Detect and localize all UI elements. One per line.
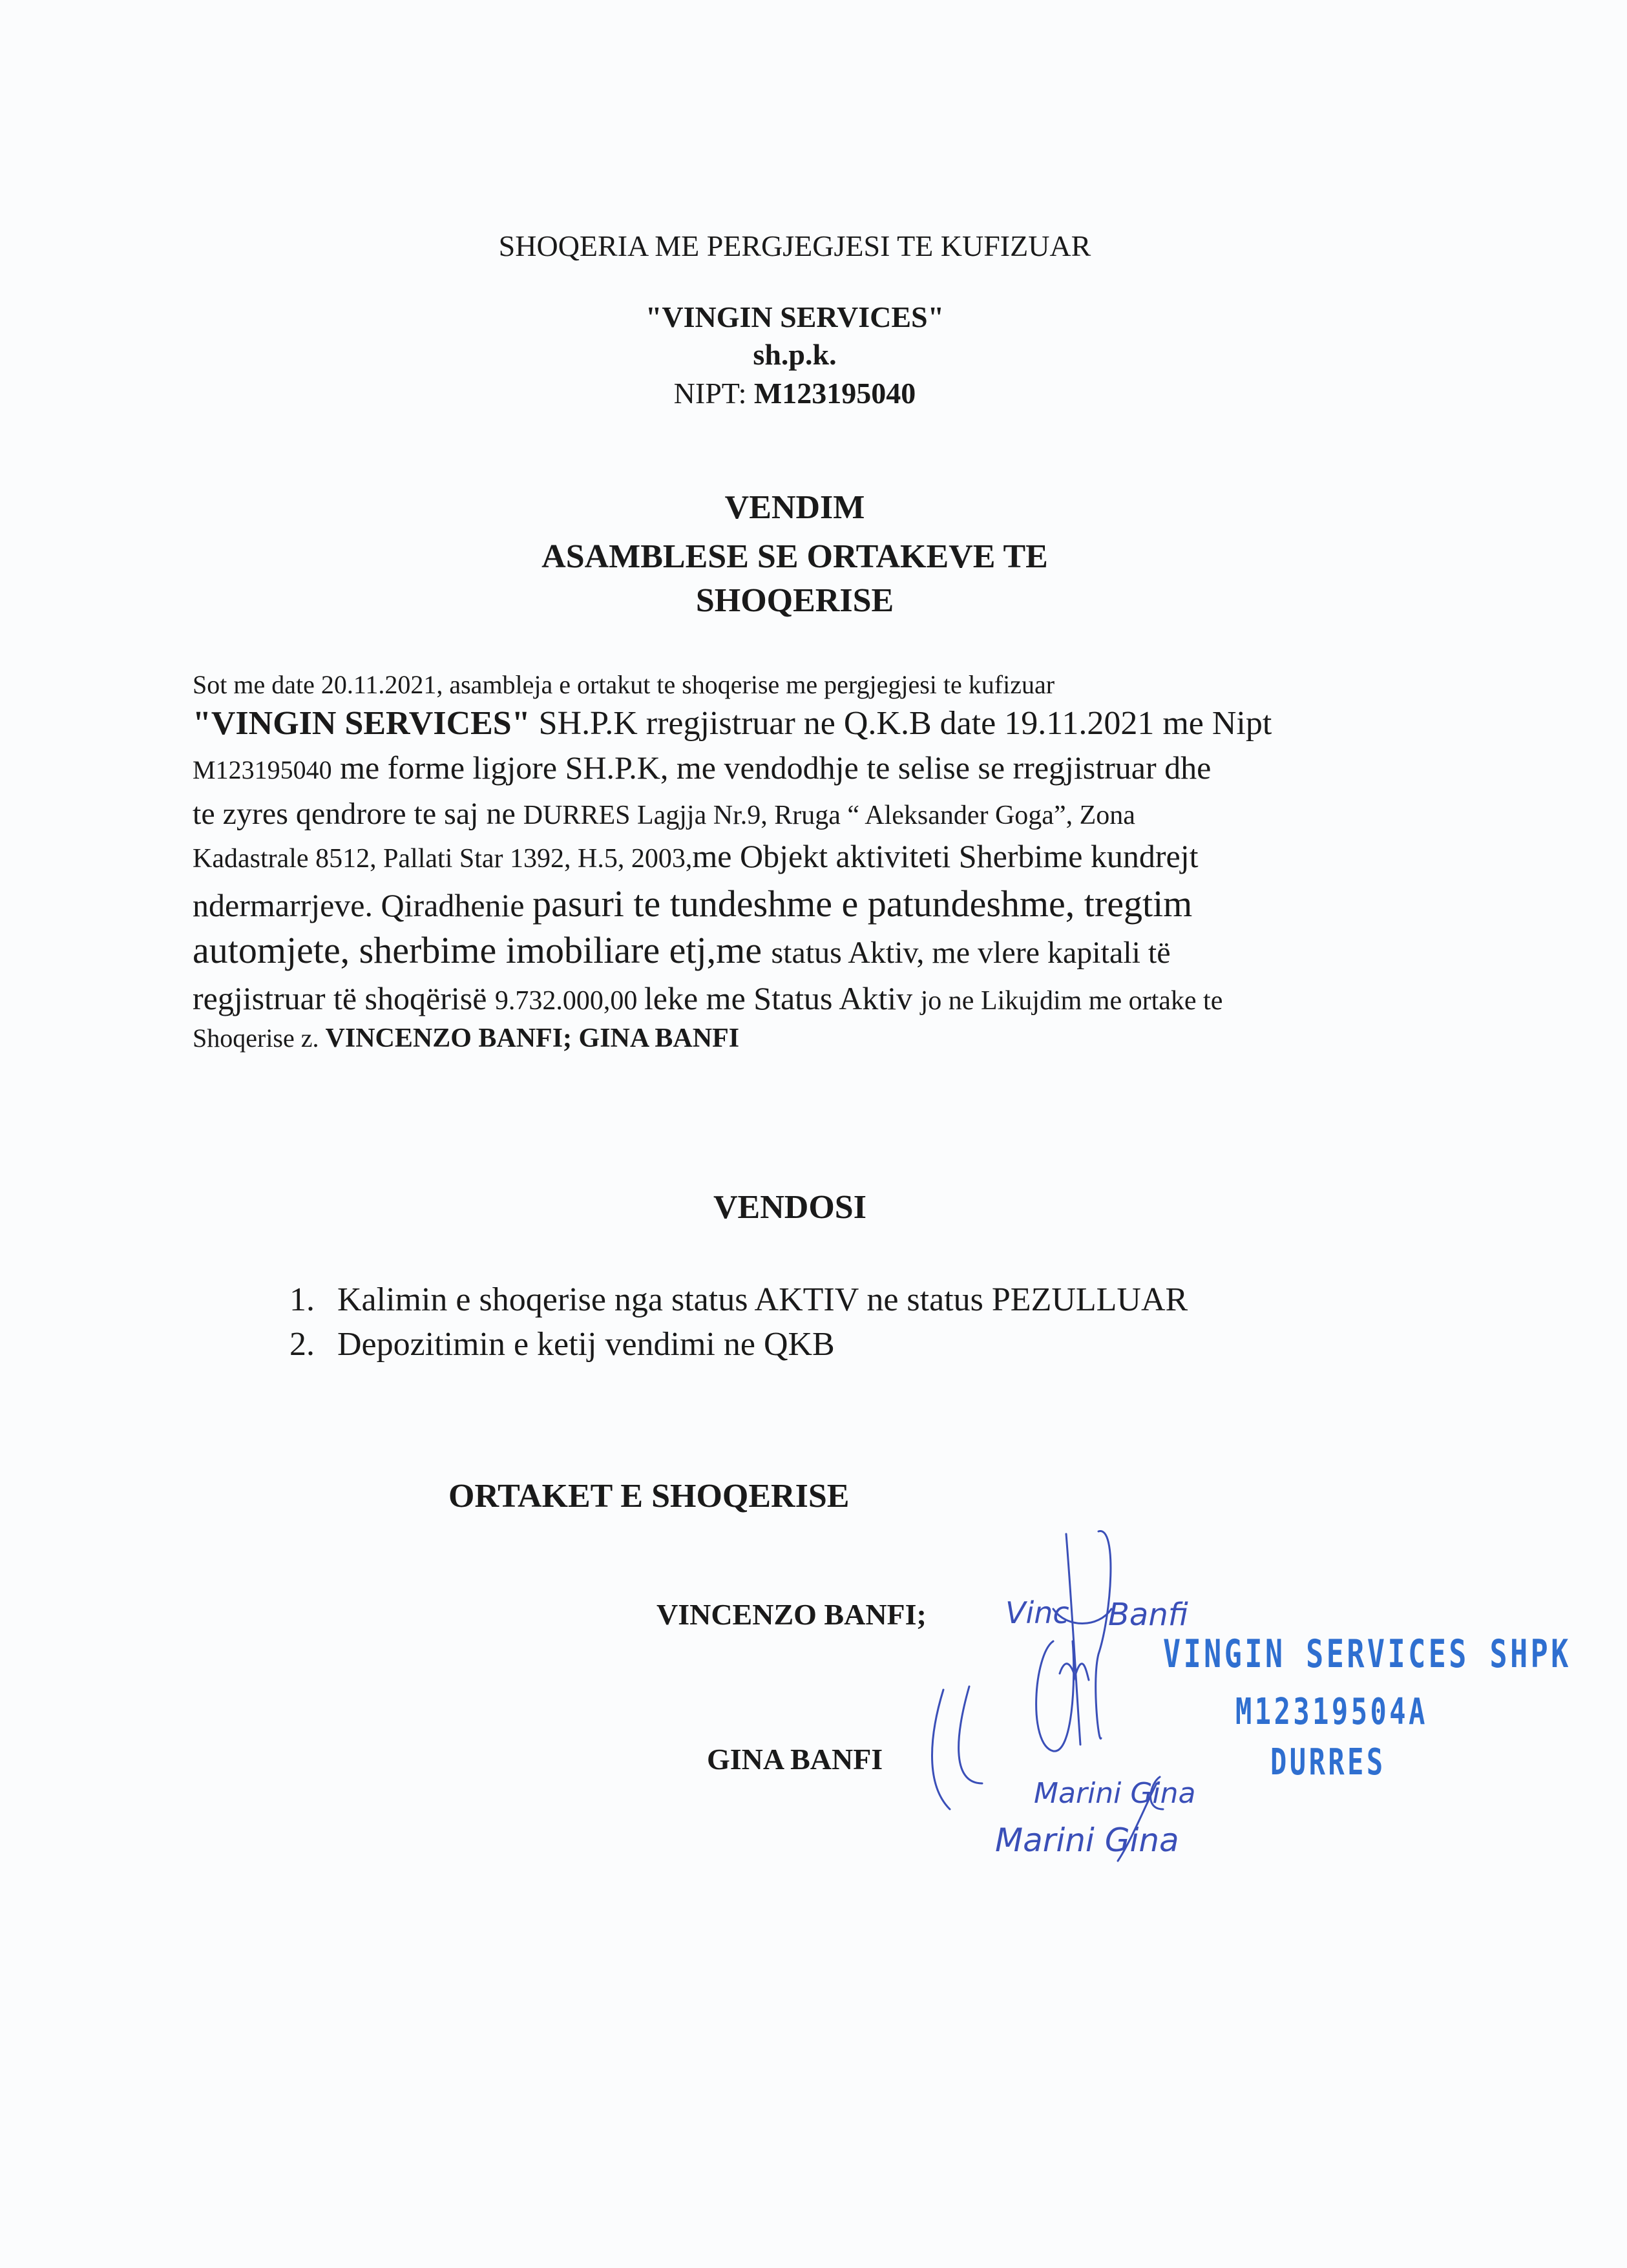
signature-gina-2: Marini Gina [995, 1822, 1179, 1859]
item-number: 2. [289, 1326, 315, 1363]
address: DURRES Lagjja Nr.9, Rruga “ Aleksander Goga”, Zona [523, 801, 1135, 830]
partner-2-name: GINA BANFI [707, 1743, 883, 1776]
body-line: Sot me date 20.11.2021, asambleja e ortakut te shoqerise me pergjegjesi te kufizuar [193, 670, 1055, 699]
stamp-line-1: VINGIN SERVICES SHPK [1163, 1632, 1571, 1677]
partner-1-name: VINCENZO BANFI; [656, 1598, 927, 1631]
body-text: te zyres qendrore te saj ne [193, 797, 523, 831]
body-text: me forme ligjore SH.P.K, me vendodhje te selise se rregjistruar dhe [331, 750, 1212, 786]
address: Kadastrale 8512, Pallati Star 1392, H.5, 2003, [193, 844, 693, 874]
body-text: pasuri te tundeshme e patundeshme, tregtim [532, 883, 1193, 925]
body-text: regjistruar të shoqërisë [193, 980, 495, 1016]
stamp-line-3: DURRES [1270, 1741, 1386, 1783]
item-number: 1. [289, 1281, 315, 1318]
company-suffix: sh.p.k. [753, 338, 837, 371]
title-line-3: SHOQERISE [695, 582, 894, 619]
company-type: SHOQERIA ME PERGJEGJESI TE KUFIZUAR [498, 229, 1091, 262]
title-line-2: ASAMBLESE SE ORTAKEVE TE [541, 538, 1048, 575]
body-text: Shoqerise z. [193, 1024, 326, 1053]
nipt-label: NIPT: [673, 377, 754, 410]
signature-vincenzo: Vinc [1005, 1595, 1069, 1630]
company-name: "VINGIN SERVICES" [645, 300, 945, 333]
partners-heading: ORTAKET E SHOQERISE [448, 1478, 850, 1515]
nipt-inline: M123195040 [193, 755, 332, 784]
stamp-line-2: M12319504A [1235, 1691, 1428, 1733]
body-text: me Objekt aktiviteti Sherbime kundrejt [692, 838, 1199, 874]
item-text: Depozitimin e ketij vendimi ne QKB [337, 1326, 835, 1363]
signature-gina: Marini Gina [1034, 1777, 1196, 1810]
nipt-value: M123195040 [753, 377, 916, 410]
body-text: status Aktiv, me vlere kapitali të [771, 936, 1171, 970]
item-text: Kalimin e shoqerise nga status AKTIV ne status PEZULLUAR [337, 1281, 1188, 1318]
decision-heading: VENDOSI [713, 1189, 866, 1226]
body-text: automjete, sherbime imobiliare etj,me [193, 929, 772, 971]
title-line-1: VENDIM [724, 489, 865, 526]
body-text: ndermarrjeve. Qiradhenie [193, 887, 533, 923]
body-text: SH.P.K rregjistruar ne Q.K.B date 19.11.2021 me Nipt [530, 705, 1272, 742]
body-text: leke me Status Aktiv [644, 980, 921, 1016]
capital-amount: 9.732.000,00 [494, 986, 644, 1016]
signature-banfi: Banfi [1108, 1597, 1188, 1633]
body-text: jo ne Likujdim me ortake te [920, 986, 1223, 1016]
company-name-inline: "VINGIN SERVICES" [193, 705, 530, 742]
partner-names: VINCENZO BANFI; GINA BANFI [325, 1024, 740, 1053]
